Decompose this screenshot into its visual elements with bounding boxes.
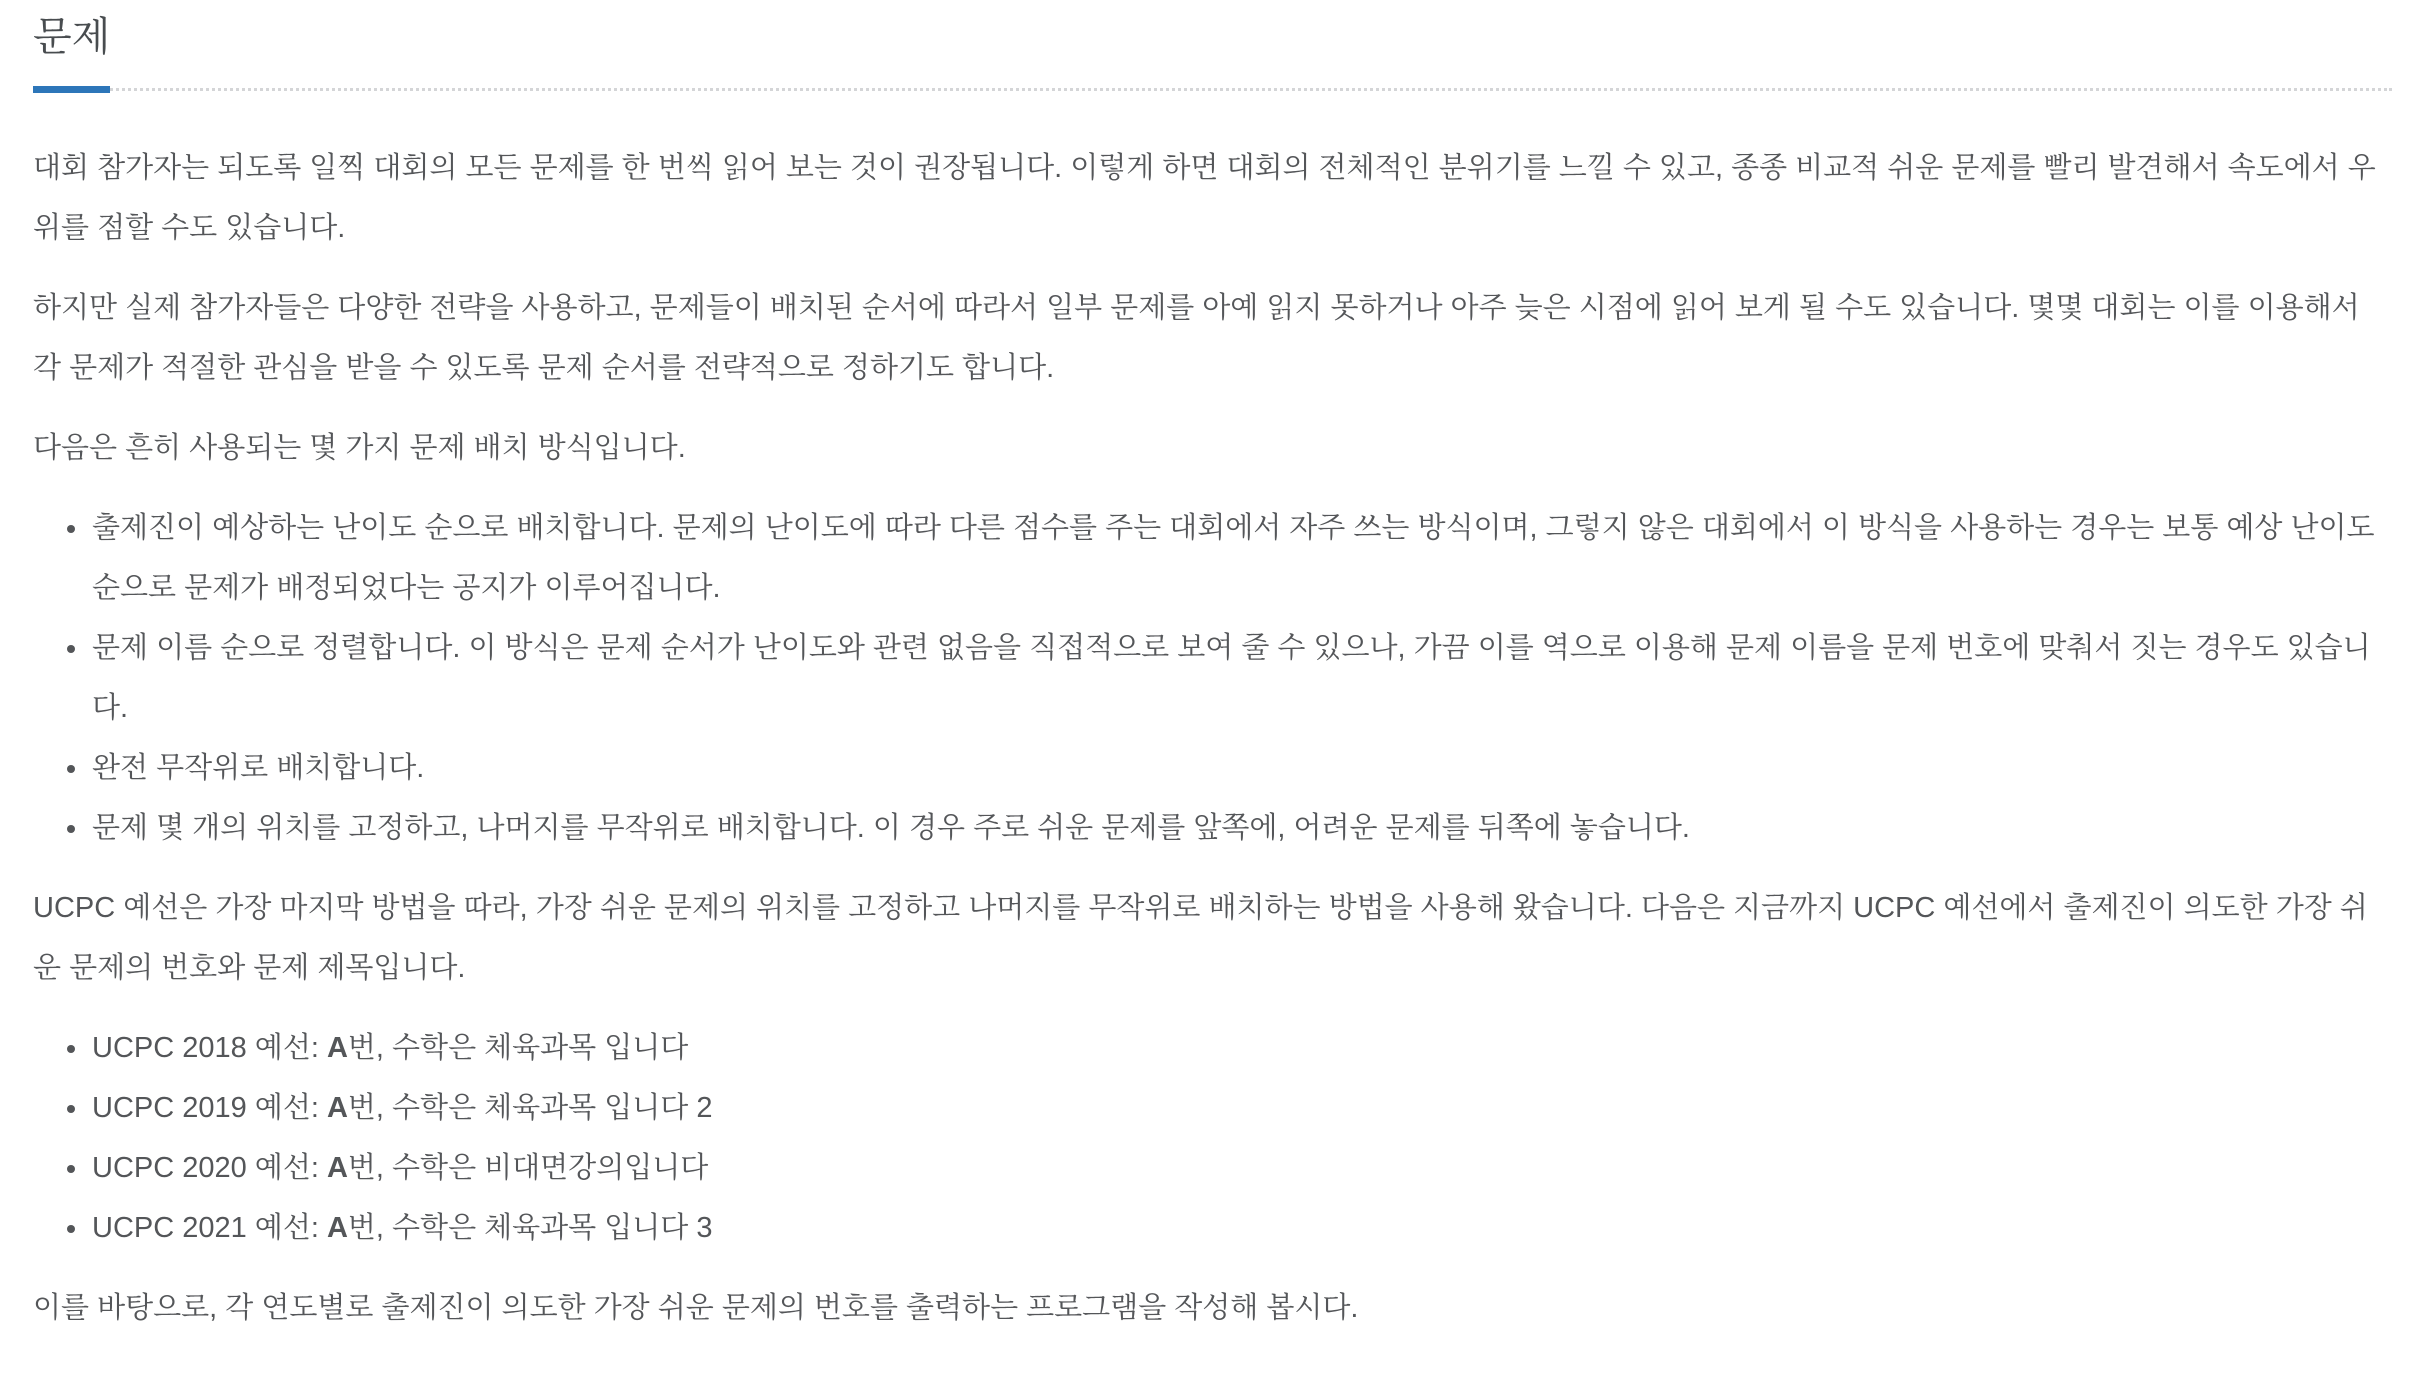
ucpc-years-list bbox=[33, 1018, 2392, 1258]
ucpc-item-prefix: UCPC 2019 예선: bbox=[92, 1092, 327, 1125]
list-item-ucpc-2019 bbox=[90, 1078, 2392, 1138]
paragraph-read-all-problems: 대회 참가자는 되도록 일찍 대회의 모든 문제를 한 번씩 읽어 보는 것이 권장됩니다. 이렇게 하면 대회의 전체적인 분위기를 느낄 수 있고, 종종 비교적 쉬운 문제를 빨리 발견해서 속도에서 우위를 점할 수도 있습니다. bbox=[33, 152, 2376, 245]
ucpc-item-title: 번, 수학은 비대면강의입니다 bbox=[347, 1152, 709, 1185]
paragraph-participant-strategies: 하지만 실제 참가자들은 다양한 전략을 사용하고, 문제들이 배치된 순서에 따라서 일부 문제를 아예 읽지 못하거나 아주 늦은 시점에 읽어 보게 될 수도 있습니다. 몇몇 대회는 이를 이용해서 각 문제가 적절한 관심을 받을 수 있도록 문제 순서를 전략적으로 정하기도 합니다. bbox=[33, 292, 2360, 385]
list-item-ucpc-2018 bbox=[90, 1018, 2392, 1078]
list-item-fixed-plus-random: • 문제 몇 개의 위치를 고정하고, 나머지를 무작위로 배치합니다. 이 경우 주로 쉬운 문제를 앞쪽에, 어려운 문제를 뒤쪽에 놓습니다. bbox=[90, 798, 2392, 858]
ucpc-item-title: 번, 수학은 체육과목 입니다 bbox=[347, 1032, 689, 1065]
section-divider bbox=[33, 88, 2392, 98]
list-item-ucpc-2020 bbox=[90, 1138, 2392, 1198]
ucpc-item-prefix: UCPC 2020 예선: bbox=[92, 1152, 327, 1185]
problem-letter: A bbox=[326, 1152, 348, 1185]
placement-methods-list bbox=[33, 498, 2392, 858]
list-item-ucpc-2021 bbox=[90, 1198, 2392, 1258]
paragraph-ucpc-method: UCPC 예선은 가장 마지막 방법을 따라, 가장 쉬운 문제의 위치를 고정하고 나머지를 무작위로 배치하는 방법을 사용해 왔습니다. 다음은 지금까지 UCPC 예선에서 출제진이 의도한 가장 쉬운 문제의 번호와 문제 제목입니다. bbox=[33, 892, 2368, 985]
list-item-difficulty-order: • 출제진이 예상하는 난이도 순으로 배치합니다. 문제의 난이도에 따라 다른 점수를 주는 대회에서 자주 쓰는 방식이며, 그렇지 않은 대회에서 이 방식을 사용하는 경우는 보통 예상 난이도 순으로 문제가 배정되었다는 공지가 이루어집니다. bbox=[90, 498, 2392, 618]
list-item-name-order: • 문제 이름 순으로 정렬합니다. 이 방식은 문제 순서가 난이도와 관련 없음을 직접적으로 보여 줄 수 있으나, 가끔 이를 역으로 이용해 문제 이름을 문제 번호에 맞춰서 짓는 경우도 있습니다. bbox=[90, 618, 2392, 738]
ucpc-item-title: 번, 수학은 체육과목 입니다 3 bbox=[347, 1212, 713, 1245]
page-title: 문제 bbox=[33, 15, 111, 59]
ucpc-item-title: 번, 수학은 체육과목 입니다 2 bbox=[347, 1092, 713, 1125]
problem-letter: A bbox=[326, 1032, 348, 1065]
problem-letter: A bbox=[326, 1092, 348, 1125]
list-item-fully-random: • 완전 무작위로 배치합니다. bbox=[90, 738, 2392, 798]
problem-letter: A bbox=[326, 1212, 348, 1245]
ucpc-item-prefix: UCPC 2018 예선: bbox=[92, 1032, 327, 1065]
paragraph-task-statement: 이를 바탕으로, 각 연도별로 출제진이 의도한 가장 쉬운 문제의 번호를 출력하는 프로그램을 작성해 봅시다. bbox=[33, 1292, 1359, 1325]
divider-accent-bar bbox=[33, 86, 110, 93]
paragraph-placement-methods-intro: 다음은 흔히 사용되는 몇 가지 문제 배치 방식입니다. bbox=[33, 432, 686, 465]
ucpc-item-prefix: UCPC 2021 예선: bbox=[92, 1212, 327, 1245]
problem-description bbox=[33, 138, 2392, 1338]
